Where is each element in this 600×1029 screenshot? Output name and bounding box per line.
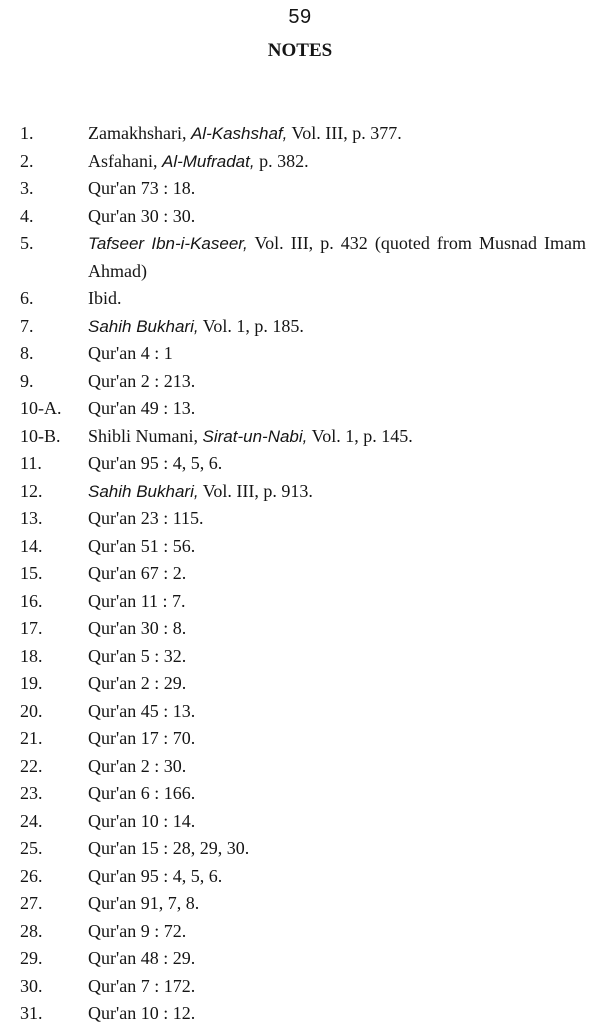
- note-item: [16, 505, 586, 533]
- note-number: 30.: [20, 975, 43, 996]
- note-item: [16, 148, 586, 176]
- note-text-part: Qur'an 30 : 30.: [88, 205, 196, 226]
- note-text: [88, 1000, 586, 1028]
- note-item: [16, 973, 586, 1001]
- note-text: [88, 230, 586, 285]
- note-text-part: Vol. III, p. 432 (quoted from Musnad Imam Ahmad): [88, 233, 586, 281]
- note-title-italic: Al-Mufradat,: [161, 151, 255, 171]
- note-title-italic: Sahih Bukhari,: [88, 481, 199, 501]
- note-item: [16, 725, 586, 753]
- note-text: [88, 175, 586, 203]
- note-title-italic: Tafseer Ibn-i-Kaseer,: [88, 234, 248, 253]
- note-text-part: Qur'an 10 : 12.: [88, 1003, 196, 1023]
- note-number: 29.: [20, 948, 43, 968]
- note-item: [16, 478, 586, 506]
- note-title-italic: Sirat-un-Nabi,: [202, 426, 308, 446]
- note-number: 26.: [20, 865, 43, 886]
- note-item: [16, 533, 586, 561]
- note-item: [16, 945, 586, 973]
- note-number: 16.: [20, 590, 43, 611]
- note-text: [88, 753, 586, 781]
- note-text: [88, 973, 586, 1001]
- note-number: 5.: [20, 233, 34, 253]
- note-item: [16, 313, 586, 341]
- note-text-part: Qur'an 95 : 4, 5, 6.: [88, 865, 223, 886]
- note-item: [16, 643, 586, 671]
- note-text-part: Qur'an 95 : 4, 5, 6.: [88, 453, 223, 473]
- note-number: 22.: [20, 755, 43, 776]
- note-text-part: Qur'an 15 : 28, 29, 30.: [88, 838, 250, 858]
- note-number: 2.: [20, 150, 34, 171]
- note-number: 27.: [20, 893, 43, 913]
- note-item: [16, 835, 586, 863]
- note-text-part: Qur'an 10 : 14.: [88, 810, 196, 831]
- note-item: [16, 423, 586, 451]
- note-number: 10-B.: [20, 425, 61, 446]
- note-text-part: Shibli Numani,: [88, 425, 203, 446]
- note-number: 12.: [20, 480, 43, 501]
- note-number: 11.: [20, 453, 42, 473]
- note-number: 21.: [20, 728, 43, 748]
- note-number: 3.: [20, 178, 34, 198]
- note-number: 31.: [20, 1003, 43, 1023]
- note-number: 15.: [20, 563, 43, 583]
- note-text: [88, 340, 586, 368]
- note-number: 19.: [20, 673, 43, 693]
- note-number: 1.: [20, 123, 34, 143]
- note-text-part: Qur'an 17 : 70.: [88, 728, 196, 748]
- note-number: 14.: [20, 535, 43, 556]
- note-item: [16, 863, 586, 891]
- note-text-part: Qur'an 49 : 13.: [88, 398, 196, 418]
- note-text-part: Qur'an 48 : 29.: [88, 948, 196, 968]
- note-text-part: Qur'an 9 : 72.: [88, 920, 187, 941]
- page-number: 59: [288, 6, 312, 28]
- note-text: [88, 533, 586, 561]
- note-text: [88, 285, 586, 313]
- note-number: 23.: [20, 783, 43, 803]
- note-text: [88, 725, 586, 753]
- note-text: [88, 588, 586, 616]
- note-text-part: p. 382.: [254, 150, 309, 171]
- note-text: [88, 478, 586, 506]
- note-text: [88, 368, 586, 396]
- note-text: [88, 670, 586, 698]
- note-item: [16, 918, 586, 946]
- note-item: [16, 230, 586, 285]
- note-text-part: Asfahani,: [88, 150, 162, 171]
- note-text: [88, 203, 586, 231]
- note-text-part: Qur'an 23 : 115.: [88, 508, 204, 528]
- note-text-part: Vol. III, p. 377.: [287, 123, 402, 143]
- note-item: [16, 698, 586, 726]
- note-text-part: Qur'an 2 : 30.: [88, 755, 187, 776]
- note-number: 6.: [20, 288, 34, 308]
- notes-list: [16, 120, 586, 1028]
- note-text: [88, 505, 586, 533]
- note-text: [88, 560, 586, 588]
- note-item: [16, 615, 586, 643]
- note-text-part: Qur'an 91, 7, 8.: [88, 893, 200, 913]
- note-text: [88, 808, 586, 836]
- note-item: [16, 368, 586, 396]
- note-item: [16, 285, 586, 313]
- note-text-part: Qur'an 11 : 7.: [88, 590, 186, 611]
- note-text-part: Qur'an 4 : 1: [88, 343, 173, 363]
- note-text: [88, 698, 586, 726]
- note-text-part: Qur'an 30 : 8.: [88, 618, 187, 638]
- note-number: 7.: [20, 315, 34, 336]
- note-text: [88, 780, 586, 808]
- note-number: 20.: [20, 700, 43, 721]
- note-number: 10-A.: [20, 398, 62, 418]
- note-text-part: Qur'an 73 : 18.: [88, 178, 196, 198]
- note-text-part: Qur'an 5 : 32.: [88, 645, 187, 666]
- page-heading: NOTES: [267, 40, 333, 61]
- note-text: [88, 313, 586, 341]
- note-item: [16, 808, 586, 836]
- note-text: [88, 835, 586, 863]
- note-text-part: Qur'an 2 : 213.: [88, 370, 196, 391]
- note-number: 18.: [20, 645, 43, 666]
- note-item: [16, 120, 586, 148]
- note-text: [88, 945, 586, 973]
- note-text: [88, 863, 586, 891]
- note-text-part: Qur'an 51 : 56.: [88, 535, 196, 556]
- note-item: [16, 203, 586, 231]
- note-text: [88, 615, 586, 643]
- note-text: [88, 450, 586, 478]
- note-number: 24.: [20, 810, 43, 831]
- note-text-part: Vol. 1, p. 145.: [307, 425, 413, 446]
- note-text: [88, 423, 586, 451]
- note-text-part: Qur'an 67 : 2.: [88, 563, 187, 583]
- note-item: [16, 588, 586, 616]
- note-text-part: Qur'an 6 : 166.: [88, 783, 196, 803]
- note-text: [88, 148, 586, 176]
- note-text: [88, 918, 586, 946]
- note-number: 9.: [20, 370, 34, 391]
- note-number: 4.: [20, 205, 34, 226]
- note-number: 17.: [20, 618, 43, 638]
- note-number: 25.: [20, 838, 43, 858]
- note-item: [16, 890, 586, 918]
- note-number: 13.: [20, 508, 43, 528]
- note-number: 8.: [20, 343, 34, 363]
- note-item: [16, 340, 586, 368]
- note-text: [88, 395, 586, 423]
- note-text: [88, 643, 586, 671]
- note-text-part: Qur'an 2 : 29.: [88, 673, 187, 693]
- note-text: [88, 890, 586, 918]
- note-text-part: Qur'an 45 : 13.: [88, 700, 196, 721]
- note-item: [16, 560, 586, 588]
- note-text-part: Zamakhshari,: [88, 123, 191, 143]
- note-item: [16, 450, 586, 478]
- note-item: [16, 1000, 586, 1028]
- note-number: 28.: [20, 920, 43, 941]
- note-text-part: Qur'an 7 : 172.: [88, 975, 196, 996]
- note-text-part: Ibid.: [88, 288, 122, 308]
- note-item: [16, 780, 586, 808]
- note-text-part: Vol. 1, p. 185.: [198, 315, 304, 336]
- note-item: [16, 670, 586, 698]
- note-text: [88, 120, 586, 148]
- note-title-italic: Al-Kashshaf,: [190, 124, 288, 143]
- note-title-italic: Sahih Bukhari,: [88, 316, 199, 336]
- note-text-part: Vol. III, p. 913.: [198, 480, 313, 501]
- note-item: [16, 395, 586, 423]
- note-item: [16, 175, 586, 203]
- note-item: [16, 753, 586, 781]
